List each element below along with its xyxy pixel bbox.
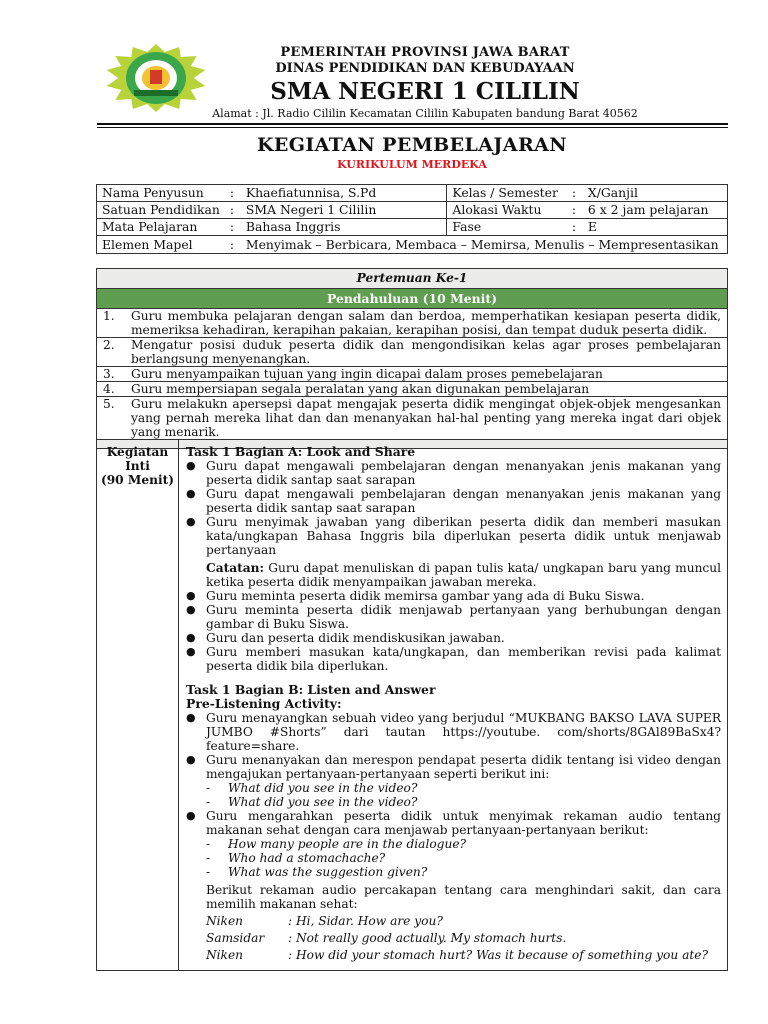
- item-text: Guru membuka pelajaran dengan salam dan berdoa, memperhatikan kesiapan peserta didik, memeriksa kehadiran, kerapihan pakaian, kerapihan posisi, dan tempat duduk peserta didik.: [131, 309, 721, 337]
- core-label-line: Inti: [125, 459, 150, 473]
- bullet-icon: ●: [186, 809, 196, 822]
- question-text: What did you see in the video?: [228, 781, 418, 795]
- school-name: SMA NEGERI 1 CILILIN: [270, 78, 580, 105]
- bullet-icon: ●: [186, 645, 196, 658]
- list-item: [186, 809, 721, 837]
- info-value: 6 x 2 jam pelajaran: [583, 202, 728, 219]
- core-activity-content: [179, 440, 727, 970]
- item-text: Guru menyampaikan tujuan yang ingin dicapai dalam proses pemebelajaran: [131, 367, 603, 381]
- dialogue-line: [186, 931, 721, 945]
- info-value: Bahasa Inggris: [241, 219, 447, 236]
- list-item: [97, 309, 727, 337]
- bullet-icon: ●: [186, 631, 196, 644]
- info-value: SMA Negeri 1 Cililin: [241, 202, 447, 219]
- bullet-text: Guru meminta peserta didik memirsa gambar yang ada di Buku Siswa.: [206, 589, 645, 603]
- info-label: Satuan Pendidikan: [97, 202, 225, 219]
- list-item: [186, 487, 721, 515]
- info-value: Khaefiatunnisa, S.Pd: [241, 185, 447, 202]
- question-text: What was the suggestion given?: [228, 865, 428, 879]
- core-label-line: Kegiatan: [106, 445, 169, 459]
- item-text: Guru mempersiapan segala peralatan yang akan digunakan pembelajaran: [131, 382, 590, 396]
- meeting-heading: Pertemuan Ke-1: [96, 268, 728, 289]
- teacher-note: [186, 561, 721, 589]
- info-colon: :: [225, 185, 241, 202]
- bullet-text: Guru dan peserta didik mendiskusikan jawaban.: [206, 631, 505, 645]
- item-text: Mengatur posisi duduk peserta didik dan mengondisikan kelas agar proses pembelajaran berlangsung menyenangkan.: [131, 338, 721, 366]
- bullet-icon: ●: [186, 753, 196, 766]
- speaker: Samsidar: [206, 931, 265, 945]
- list-item: [186, 711, 721, 753]
- list-item: [186, 589, 721, 603]
- question-text: What did you see in the video?: [228, 795, 418, 809]
- list-item: [186, 631, 721, 645]
- header-divider: [97, 123, 728, 125]
- bullet-icon: ●: [186, 459, 196, 472]
- info-colon: :: [225, 202, 241, 219]
- bullet-icon: ●: [186, 515, 196, 528]
- item-number: 3.: [103, 367, 115, 381]
- item-number: 1.: [103, 309, 115, 323]
- question-item: [186, 837, 721, 851]
- dash-marker: -: [206, 865, 211, 879]
- dialogue-line: [186, 948, 721, 962]
- task-title: Task 1 Bagian B: Listen and Answer: [186, 682, 436, 697]
- department-line: DINAS PENDIDIKAN DAN KEBUDAYAAN: [275, 61, 575, 76]
- header-divider-thin: [97, 127, 728, 128]
- identity-table: [96, 184, 728, 254]
- list-item: [97, 366, 727, 381]
- info-colon: :: [567, 185, 583, 202]
- table-row: [97, 236, 728, 254]
- question-item: [186, 865, 721, 879]
- recording-intro: Berikut rekaman audio percakapan tentang cara menghindari sakit, dan cara memilih makanan sehat:: [206, 883, 721, 911]
- list-item: [186, 459, 721, 487]
- utterance: : Hi, Sidar. How are you?: [288, 914, 443, 928]
- list-item: [186, 645, 721, 673]
- dash-marker: -: [206, 795, 211, 809]
- dash-marker: -: [206, 781, 211, 795]
- bullet-text: Guru dapat mengawali pembelajaran dengan menanyakan jenis makanan yang peserta didik santap saat sarapan: [206, 459, 721, 487]
- question-text: Who had a stomachache?: [228, 851, 386, 865]
- item-number: 4.: [103, 382, 115, 396]
- info-colon: :: [567, 202, 583, 219]
- info-colon: :: [225, 236, 241, 254]
- question-item: [186, 851, 721, 865]
- info-label: Elemen Mapel: [97, 236, 225, 254]
- document-title: KEGIATAN PEMBELAJARAN: [256, 134, 568, 156]
- item-number: 5.: [103, 397, 115, 411]
- introduction-heading: Pendahuluan (10 Menit): [96, 289, 728, 309]
- bullet-icon: ●: [186, 603, 196, 616]
- dash-marker: -: [206, 851, 211, 865]
- bullet-icon: ●: [186, 711, 196, 724]
- activity-subtitle: Pre-Listening Activity:: [186, 696, 342, 711]
- info-label: Alokasi Waktu: [447, 202, 567, 219]
- table-row: [97, 202, 728, 219]
- bullet-text: Guru memberi masukan kata/ungkapan, dan memberikan revisi pada kalimat peserta didik bila diperlukan.: [206, 645, 721, 673]
- bullet-icon: ●: [186, 487, 196, 500]
- question-item: [186, 795, 721, 809]
- speaker: Niken: [206, 914, 244, 928]
- bullet-text: Guru menanyakan dan merespon pendapat peserta didik tentang isi video dengan mengajukan pertanyaan-pertanyaan seperti berikut ini:: [206, 753, 721, 781]
- list-item: [186, 515, 721, 557]
- bullet-icon: ●: [186, 589, 196, 602]
- task-title: Task 1 Bagian A: Look and Share: [186, 444, 416, 459]
- note-text: Guru dapat menuliskan di papan tulis kata/ ungkapan baru yang muncul ketika peserta didik menyampaikan jawaban mereka.: [206, 561, 721, 589]
- info-value: X/Ganjil: [583, 185, 728, 202]
- bullet-text: Guru dapat mengawali pembelajaran dengan menanyakan jenis makanan yang peserta didik santap saat sarapan: [206, 487, 721, 515]
- bullet-text: Guru mengarahkan peserta didik untuk menyimak rekaman audio tentang makanan sehat dengan cara menjawab pertanyaan-pertanyaan berikut:: [206, 809, 721, 837]
- question-text: How many people are in the dialogue?: [228, 837, 467, 851]
- dialogue-line: [186, 914, 721, 928]
- list-item: [186, 753, 721, 781]
- dash-marker: -: [206, 837, 211, 851]
- list-item: [97, 337, 727, 366]
- core-activity-label: [97, 440, 179, 970]
- list-item: [186, 603, 721, 631]
- info-label: Kelas / Semester: [447, 185, 567, 202]
- introduction-list: [96, 309, 728, 440]
- list-item: [97, 396, 727, 439]
- list-item: [97, 381, 727, 396]
- item-text: Guru melakukn apersepsi dapat mengajak peserta didik mengingat objek-objek mengesankan yang pernah mereka lihat dan dan menanyakan hal-hal penting yang mereka ingat dari objek yang menarik.: [131, 397, 721, 439]
- core-duration: (90 Menit): [100, 473, 175, 487]
- info-label: Nama Penyusun: [97, 185, 225, 202]
- note-label: Catatan:: [206, 561, 265, 575]
- school-address: Alamat : Jl. Radio Cililin Kecamatan Cililin Kabupaten bandung Barat 40562: [212, 107, 638, 120]
- core-activity-section: [96, 439, 728, 971]
- government-line: PEMERINTAH PROVINSI JAWA BARAT: [280, 45, 570, 60]
- utterance: : Not really good actually. My stomach hurts.: [288, 931, 567, 945]
- table-row: [97, 185, 728, 202]
- utterance: : How did your stomach hurt? Was it because of something you ate?: [288, 948, 709, 962]
- info-colon: :: [225, 219, 241, 236]
- info-label: Fase: [447, 219, 567, 236]
- item-number: 2.: [103, 338, 115, 352]
- question-item: [186, 781, 721, 795]
- speaker: Niken: [206, 948, 244, 962]
- info-value: Menyimak – Berbicara, Membaca – Memirsa, Menulis – Mempresentasikan: [241, 236, 728, 254]
- info-value: E: [583, 219, 728, 236]
- letterhead: [0, 40, 768, 120]
- lesson-table: [96, 268, 728, 449]
- info-label: Mata Pelajaran: [97, 219, 225, 236]
- document-subtitle: KURIKULUM MERDEKA: [337, 158, 487, 171]
- bullet-text: Guru menyimak jawaban yang diberikan peserta didik dan memberi masukan kata/ungkapan Bahasa Inggris bila diperlukan peserta didik untuk menjawab pertanyaan: [206, 515, 721, 557]
- bullet-text: Guru meminta peserta didik menjawab pertanyaan yang berhubungan dengan gambar di Buku Siswa.: [206, 603, 721, 631]
- table-row: [97, 219, 728, 236]
- info-colon: :: [567, 219, 583, 236]
- bullet-text: Guru menayangkan sebuah video yang berjudul “MUKBANG BAKSO LAVA SUPER JUMBO #Shorts” dari tautan https://youtube. com/shorts/8GAl89BaSx4?feature=share.: [206, 711, 721, 753]
